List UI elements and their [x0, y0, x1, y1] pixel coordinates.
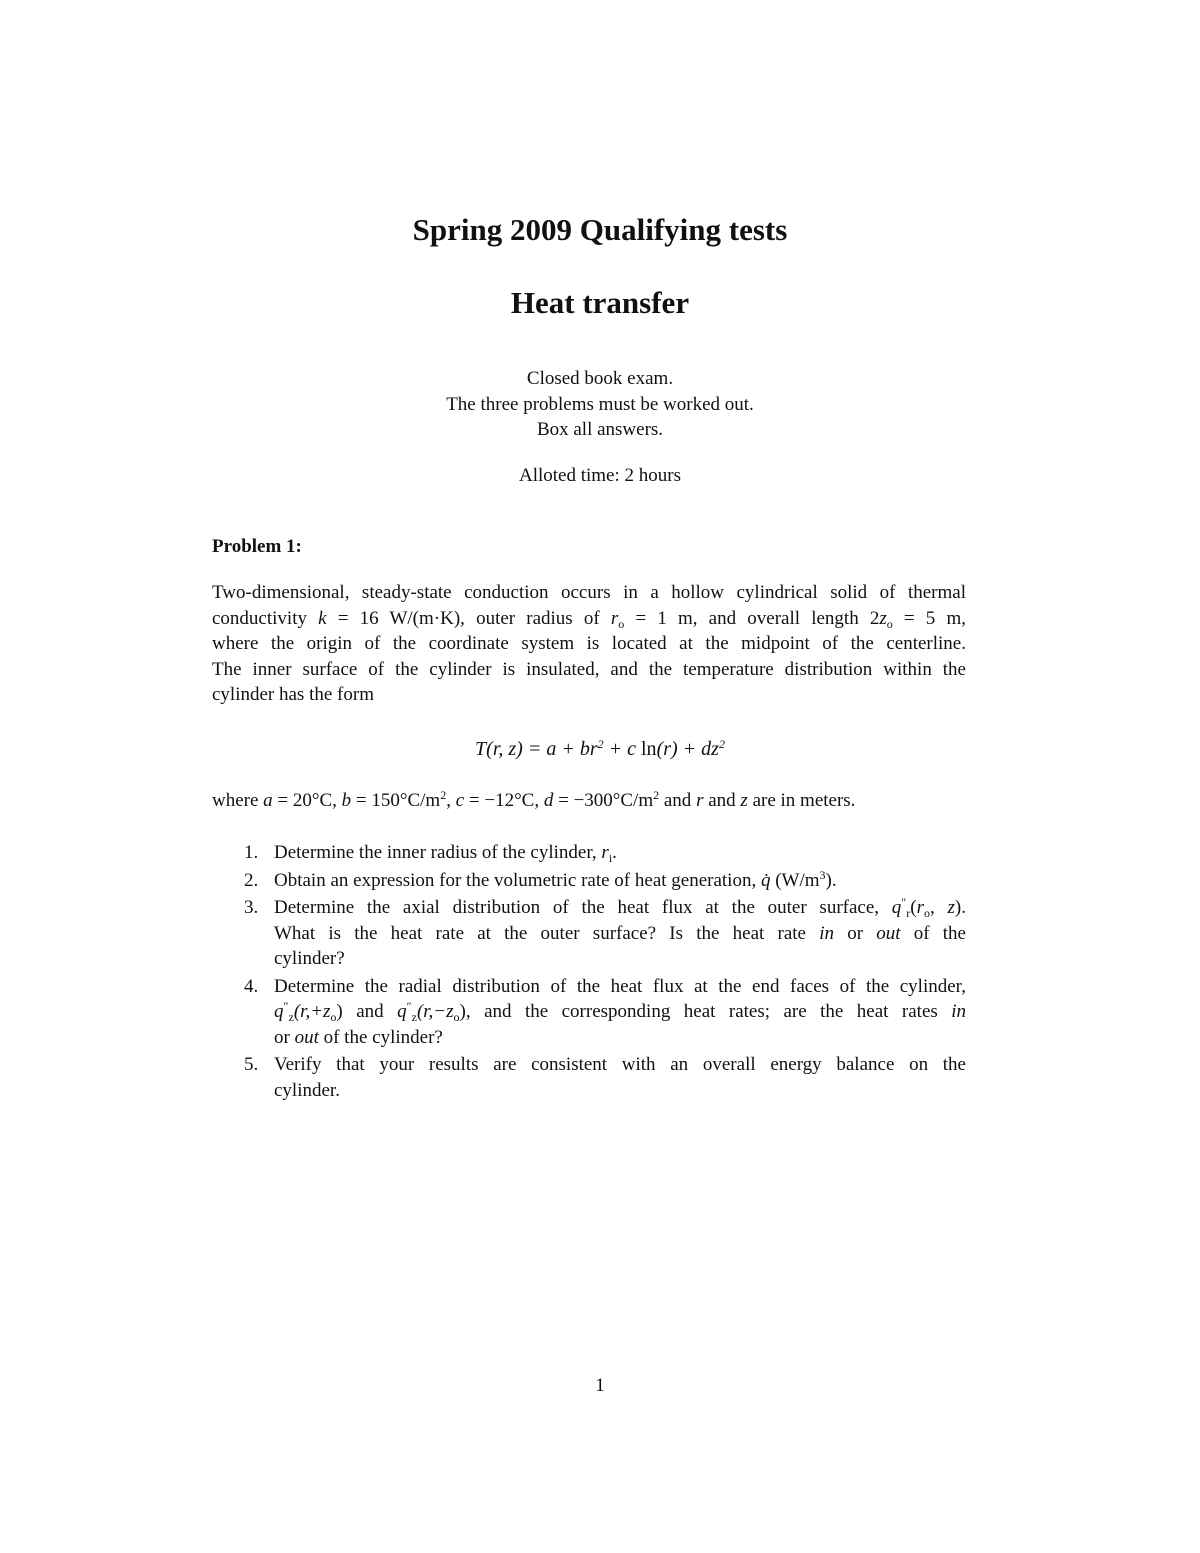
item-text: Verify that your results are consistent with an overall energy balance on the cylinder. [274, 1054, 966, 1101]
page-title: Spring 2009 Qualifying tests [412, 212, 788, 247]
question-list [212, 840, 972, 1105]
list-item [212, 974, 972, 1051]
instruction-problems: The three problems must be worked out. [446, 394, 754, 415]
page-subtitle: Heat transfer [510, 285, 690, 320]
statement-line: The inner surface of the cylinder is insulated, and the temperature distribution within the [212, 658, 966, 680]
item-number: 4. [244, 975, 259, 997]
list-item [212, 895, 972, 972]
problem-statement [212, 580, 966, 708]
allotted-time: Alloted time: 2 hours [518, 465, 681, 486]
instruction-box-answers: Box all answers. [536, 419, 664, 440]
instruction-closed-book: Closed book exam. [526, 368, 674, 389]
temperature-equation: T(r, $z) = a + br^2 + c$ $\ln(r) + dz^2$ [475, 737, 725, 760]
item-number: 2. [244, 869, 259, 891]
constants-definition: where a = 20°C, $b = 150^\circ C/m^2$, c = −12°C, $d = -300^\circ C/m^2$ and r and z are in meters. [212, 788, 856, 811]
problem-heading: Problem 1: [212, 536, 302, 557]
page-number: 1 [595, 1375, 605, 1396]
item-number: 3. [244, 897, 259, 918]
list-item [212, 840, 972, 866]
item-number: 1. [244, 842, 259, 863]
list-item [212, 1052, 972, 1103]
item-text: Obtain an expression for the volumetric rate of heat generation, q̇ $(W/m^3)$. [274, 867, 837, 891]
item-text: Determine the axial distribution of the heat flux at the outer surface, $q''_r(r_o$, z). What is the heat rate at the outer surface? Is the heat rate in or out of the cylinder? [274, 895, 966, 969]
statement-line: cylinder has the form [212, 684, 374, 705]
item-text: Determine the inner radius of the cylinder, $r_i$. [274, 842, 617, 865]
item-text: Determine the radial distribution of the heat flux at the end faces of the cylinder, $q''_z(r,+z_o)$ and $q''_z(r,-z_o)$, and the corresponding heat rates; are the heat rates in or out of the cylinder? [274, 975, 967, 1048]
item-number: 5. [244, 1054, 259, 1075]
statement-line: conductivity k = 16 W/(m·K), outer radius of $r_o = 1$ m, and overall length $2z_o = 5$ m, [212, 607, 967, 631]
list-item [212, 868, 972, 894]
statement-line: where the origin of the coordinate system is located at the midpoint of the centerline. [212, 633, 966, 654]
statement-line: Two-dimensional, steady-state conduction occurs in a hollow cylindrical solid of thermal [212, 582, 966, 603]
